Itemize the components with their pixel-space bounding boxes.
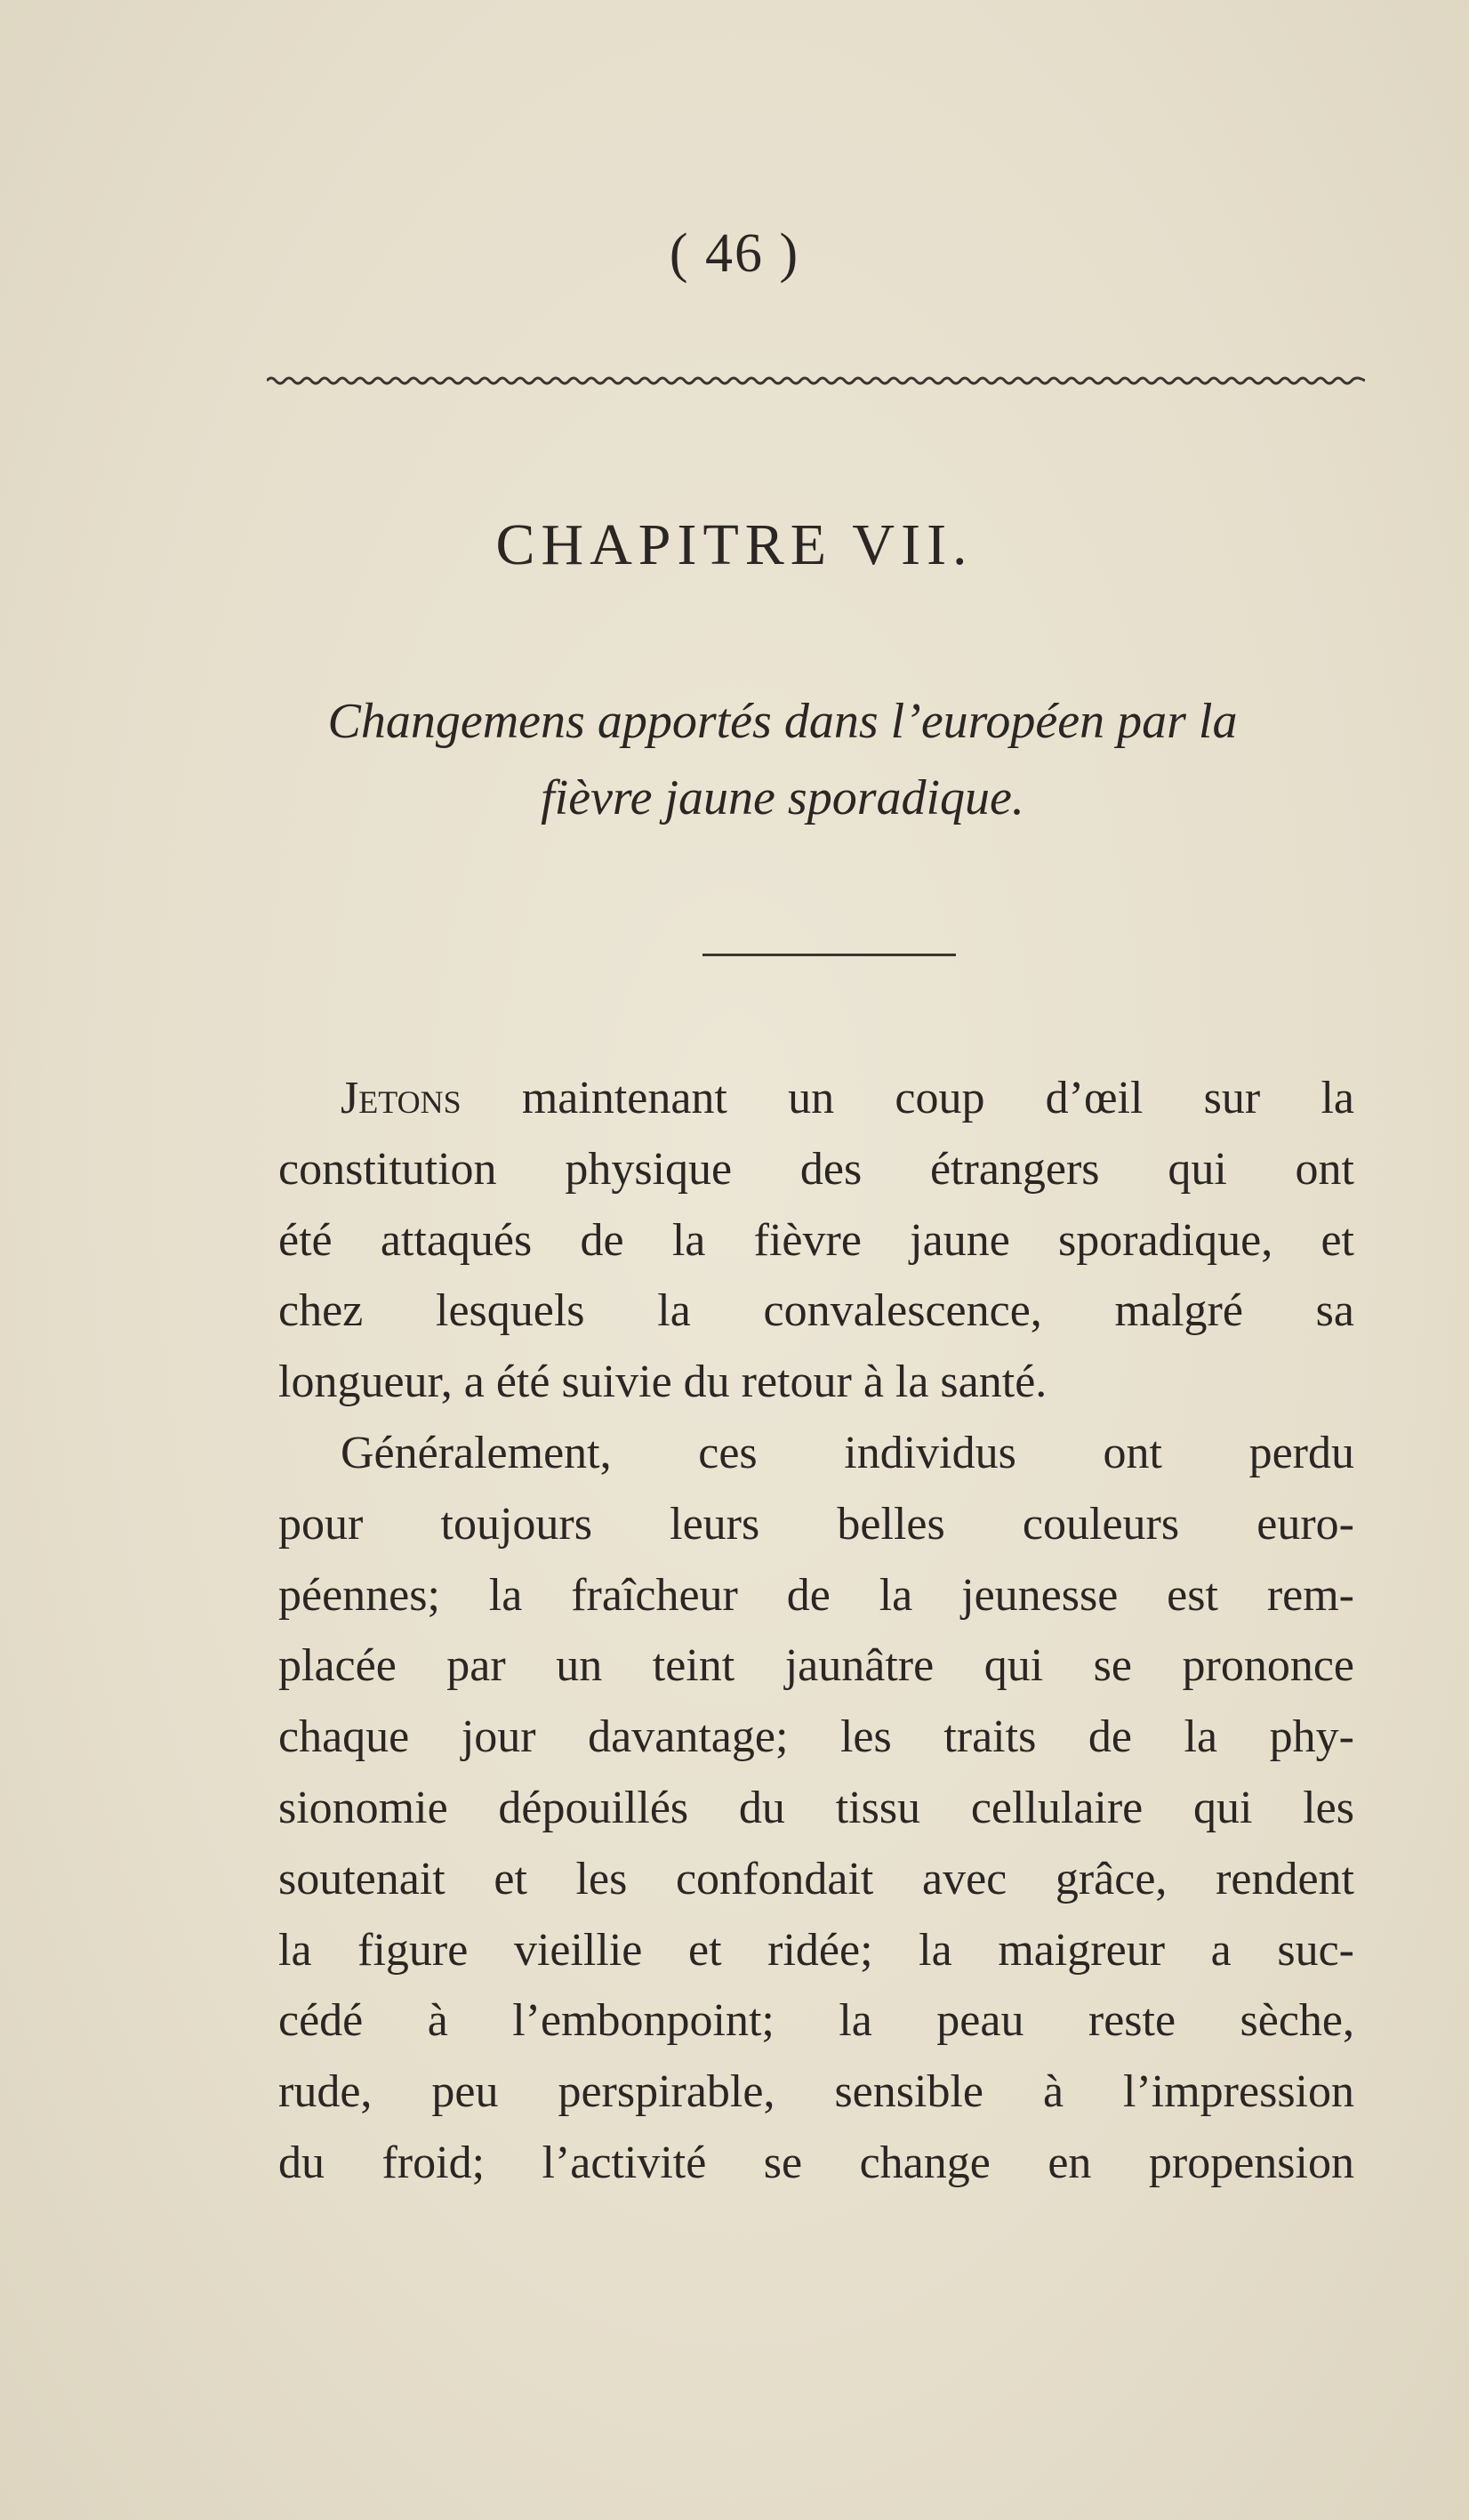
page-number: ( 46 ) — [669, 223, 800, 284]
text-line: Généralement, ces individus ont perdu — [341, 1427, 1354, 1478]
subtitle-line: fièvre jaune sporadique. — [541, 770, 1024, 825]
text-line: constitution physique des étrangers qui ont — [278, 1143, 1354, 1195]
text-line: la figure vieillie et ridée; la maigreur a suc- — [278, 1924, 1354, 1976]
text-line: sionomie dépouillés du tissu cellulaire qui les — [278, 1782, 1354, 1833]
text-line: du froid; l’activité se change en propension — [278, 2137, 1354, 2188]
subtitle-line: Changemens apportés dans l’européen par la — [327, 694, 1238, 749]
text-line: chez lesquels la convalescence, malgré sa — [278, 1285, 1354, 1337]
text-line: cédé à l’embonpoint; la peau reste sèche, — [278, 1995, 1354, 2047]
ornamental-divider — [267, 372, 1365, 390]
section-rule — [702, 954, 956, 956]
text-line: placée par un teint jaunâtre qui se prononce — [278, 1640, 1354, 1692]
text-line — [278, 1063, 1354, 1134]
lead-word: Jetons — [341, 1073, 462, 1123]
text-line: été attaqués de la fièvre jaune sporadique, et — [278, 1214, 1354, 1266]
first-line-rest: maintenant un coup d’œil sur la — [521, 1073, 1355, 1123]
chapter-subtitle — [222, 683, 1343, 836]
text-line: rude, peu perspirable, sensible à l’impression — [278, 2066, 1354, 2118]
text-line: pour toujours leurs belles couleurs euro- — [278, 1498, 1354, 1550]
text-line: soutenait et les confondait avec grâce, rendent — [278, 1853, 1354, 1904]
text-line: péennes; la fraîcheur de la jeunesse est rem- — [278, 1569, 1354, 1621]
text-line: longueur, a été suivie du retour à la santé. — [278, 1357, 1048, 1408]
chapter-title: CHAPITRE VII. — [495, 512, 974, 577]
body-text — [278, 1063, 1354, 2199]
text-line: chaque jour davantage; les traits de la phy- — [278, 1711, 1354, 1763]
